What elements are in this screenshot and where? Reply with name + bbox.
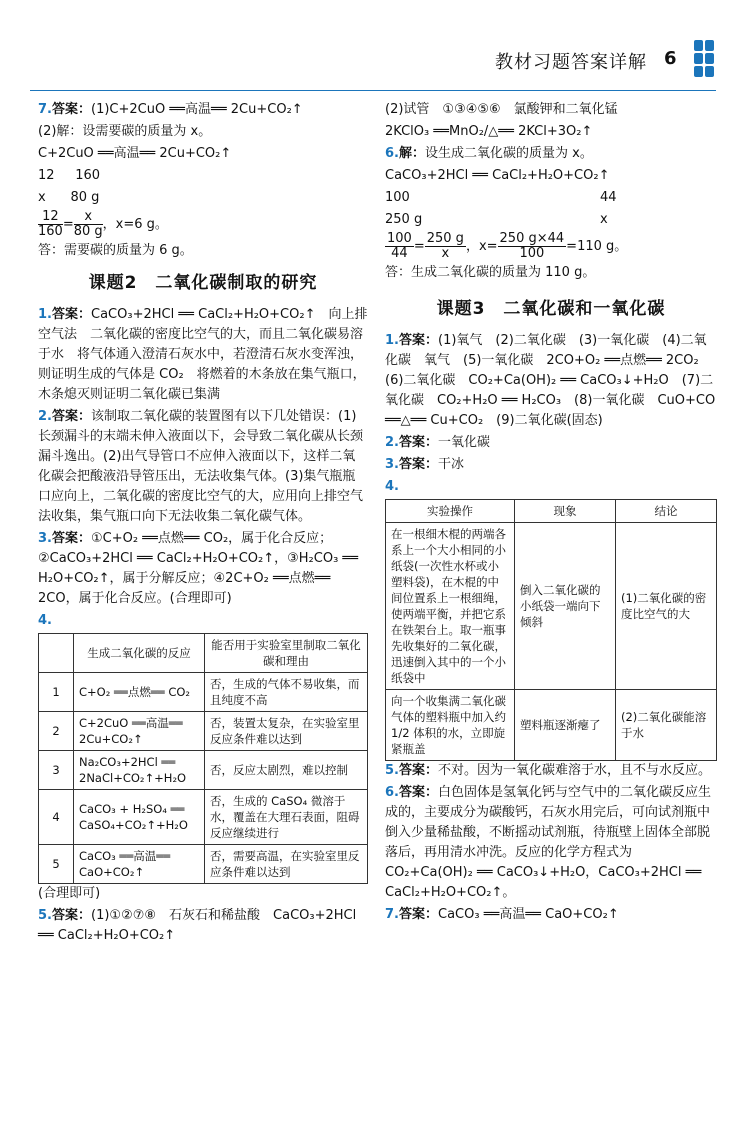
s3-q2: 2.答案：一氧化碳 [385,435,491,450]
s2-q4-note: (合理即可) [38,886,101,901]
r6-values: 250 g x [385,212,608,227]
answer-label: 答案： [51,307,91,322]
s3-q3: 3.答案：干冰 [385,457,465,472]
q7-conclusion: 答：需要碳的质量为 6 g。 [38,243,193,258]
answer-label: 答案： [398,785,438,800]
q7-answer: 7.答案：(1)C+2CuO ══高温══ 2Cu+CO₂↑ [38,102,303,117]
right-column [385,100,717,927]
table-row: 3 Na₂CO₃+2HCl ══ 2NaCl+CO₂↑+H₂O 否，反应太剧烈，难以控制 [39,751,368,790]
corner-decoration-icon [682,40,716,80]
table-header: 实验操作 [386,500,515,523]
s3-q4-label [385,477,717,497]
answer-label: 答案： [398,763,438,778]
table-header: 生成二氧化碳的反应 [74,634,205,673]
question-number: 3. [385,457,399,472]
question-number: 5. [38,908,52,923]
r6-equation: CaCO₃+2HCl ══ CaCl₂+H₂O+CO₂↑ [385,168,610,183]
header-title: 教材习题答案详解 [495,52,647,73]
answer-label: 答案： [398,435,438,450]
question-number: 1. [38,307,52,322]
answer-label: 答案： [51,102,91,117]
answer-label: 答案： [51,908,91,923]
s3-q7: 7.答案：CaCO₃ ══高温══ CaO+CO₂↑ [385,907,619,922]
q7-ratio: 12 160 [38,168,101,183]
question-number: 1. [385,333,399,348]
question-number: 2. [385,435,399,450]
question-number: 6. [385,785,399,800]
r6-proportion: $\frac{100}{44}=$ $\frac{250 g}{x}$，x= $\frac{250 g\times 44}{100}=110$ g。 [387,231,628,261]
table-row: 向一个收集满二氧化碳气体的塑料瓶中加入约 1/2 体积的水，立即旋紧瓶盖 塑料瓶逐渐瘪了 (2)二氧化碳能溶于水 [386,690,717,761]
s2-q3: 3.答案：①C+O₂ ══点燃══ CO₂，属于化合反应；②CaCO₃+2HCl ══ CaCl₂+H₂O+CO₂↑，③H₂CO₃ ══ H₂O+CO₂↑，属于分解反应；④2C+O₂ ══点燃══ 2CO，属于化合反应。(合理即可) [38,531,359,606]
answer-label: 答案： [398,907,438,922]
question-number: 4. [38,613,52,628]
table-row: 在一根细木棍的两端各系上一个大小相同的小纸袋(一次性水杯或小塑料袋)，在木棍的中间位置系上一根细绳，使两端平衡，并把它系在铁架台上。取一瓶事先收集好的二氧化碳，迅速倒入其中的一个小纸袋中 倒入二氧化碳的小纸袋一端向下倾斜 (1)二氧化碳的密度比空气的大 [386,523,717,690]
question-number: 7. [38,102,52,117]
left-column [38,100,368,948]
s2-q1: 1.答案：CaCO₃+2HCl ══ CaCl₂+H₂O+CO₂↑ 向上排空气法 二氧化碳的密度比空气的大，而且二氧化碳易溶于水 将气体通入澄清石灰水中，若澄清石灰水变浑浊，则证明生成的气体是 CO₂ 将燃着的木条放在集气瓶口，木条熄灭则证明二氧化碳已集满 [38,307,368,402]
s3-q1: 1.答案：(1)氧气 (2)二氧化碳 (3)一氧化碳 (4)二氧化碳 氧气 (5)一氧化碳 2CO+O₂ ══点燃══ 2CO₂ (6)二氧化碳 CO₂+Ca(OH)₂ ══ CaCO₃↓+H₂O (7)二氧化碳 CO₂+H₂O ══ H₂CO₃ (8)一氧化碳 CuO+CO ══△══ Cu+CO₂ (9)二氧化碳(固态) [385,333,716,428]
reaction-table [38,633,368,884]
table-header: 现象 [515,500,616,523]
r-q5-eq: 2KClO₃ ══MnO₂/△══ 2KCl+3O₂↑ [385,124,593,139]
question-number: 3. [38,531,52,546]
table-row: 2 C+2CuO ══高温══ 2Cu+CO₂↑ 否，装置太复杂，在实验室里反应条件难以达到 [39,712,368,751]
s2-q5: 5.答案：(1)①②⑦⑧ 石灰石和稀盐酸 CaCO₃+2HCl ══ CaCl₂+H₂O+CO₂↑ [38,908,357,943]
experiment-table [385,499,717,761]
table-header: 结论 [616,500,717,523]
question-number: 2. [38,409,52,424]
watermark-logo [600,1075,720,1130]
answer-label: 答案： [398,457,438,472]
answer-label: 答案： [51,409,91,424]
table-header [39,634,74,673]
s2-q2: 2.答案：该制取二氧化碳的装置图有以下几处错误：(1)长颈漏斗的末端未伸入液面以下，会导致二氧化碳从长颈漏斗逸出。(2)出气导管口不应伸入液面以下，这样二氧化碳会把酸液沿导管压出，无法收集气体。(3)集气瓶瓶口应向上，二氧化碳的密度比空气的大，应用向上排空气法收集，集气瓶口向下无法收集二氧化碳气体。 [38,409,364,524]
r6-ratio: 100 44 [385,190,617,205]
r6-conclusion: 答：生成二氧化碳的质量为 110 g。 [385,265,596,280]
s3-q6: 6.答案：白色固体是氢氧化钙与空气中的二氧化碳反应生成的，主要成分为碳酸钙，石灰水用完后，可向试剂瓶中倒入少量稀盐酸，不断摇动试剂瓶，待瓶壁上固体全部脱落后，再用清水冲洗。反应的化学方程式为 CO₂+Ca(OH)₂ ══ CaCO₃↓+H₂O，CaCO₃+2HCl ══ CaCl₂+H₂O+CO₂↑。 [385,785,712,900]
question-number: 5. [385,763,399,778]
r6-solve: 6.解：设生成二氧化碳的质量为 x。 [385,146,593,161]
page-number: 6 [664,48,677,69]
section-title-2: 课题2 二氧化碳制取的研究 [88,273,318,293]
q7-equation: C+2CuO ══高温══ 2Cu+CO₂↑ [38,146,232,161]
table-row: 1 C+O₂ ══点燃══ CO₂ 否，生成的气体不易收集，而且纯度不高 [39,673,368,712]
q7-solve: (2)解：设需要碳的质量为 x。 [38,124,212,139]
question-number: 7. [385,907,399,922]
section-title-3: 课题3 二氧化碳和一氧化碳 [436,299,666,319]
s2-q4-label [38,611,368,631]
question-number: 4. [385,479,399,494]
header-rule [30,90,716,91]
r-q5-cont: (2)试管 ①③④⑤⑥ 氯酸钾和二氧化锰 [385,102,618,117]
table-row: 5 CaCO₃ ══高温══ CaO+CO₂↑ 否，需要高温，在实验室里反应条件难以达到 [39,845,368,884]
question-number: 6. [385,146,399,161]
answer-label: 答案： [51,531,91,546]
s3-q5: 5.答案：不对。因为一氧化碳难溶于水，且不与水反应。 [385,763,712,778]
table-header: 能否用于实验室里制取二氧化碳和理由 [205,634,368,673]
q7-proportion: $\frac{12}{160}=$ $\frac{x}{80 g}$，x=6 g。 [38,209,168,239]
q7-values: x 80 g [38,190,100,205]
answer-label: 解： [398,146,425,161]
answer-label: 答案： [398,333,438,348]
table-row: 4 CaCO₃ + H₂SO₄ ══ CaSO₄+CO₂↑+H₂O 否，生成的 CaSO₄ 微溶于水，覆盖在大理石表面，阻碍反应继续进行 [39,790,368,845]
